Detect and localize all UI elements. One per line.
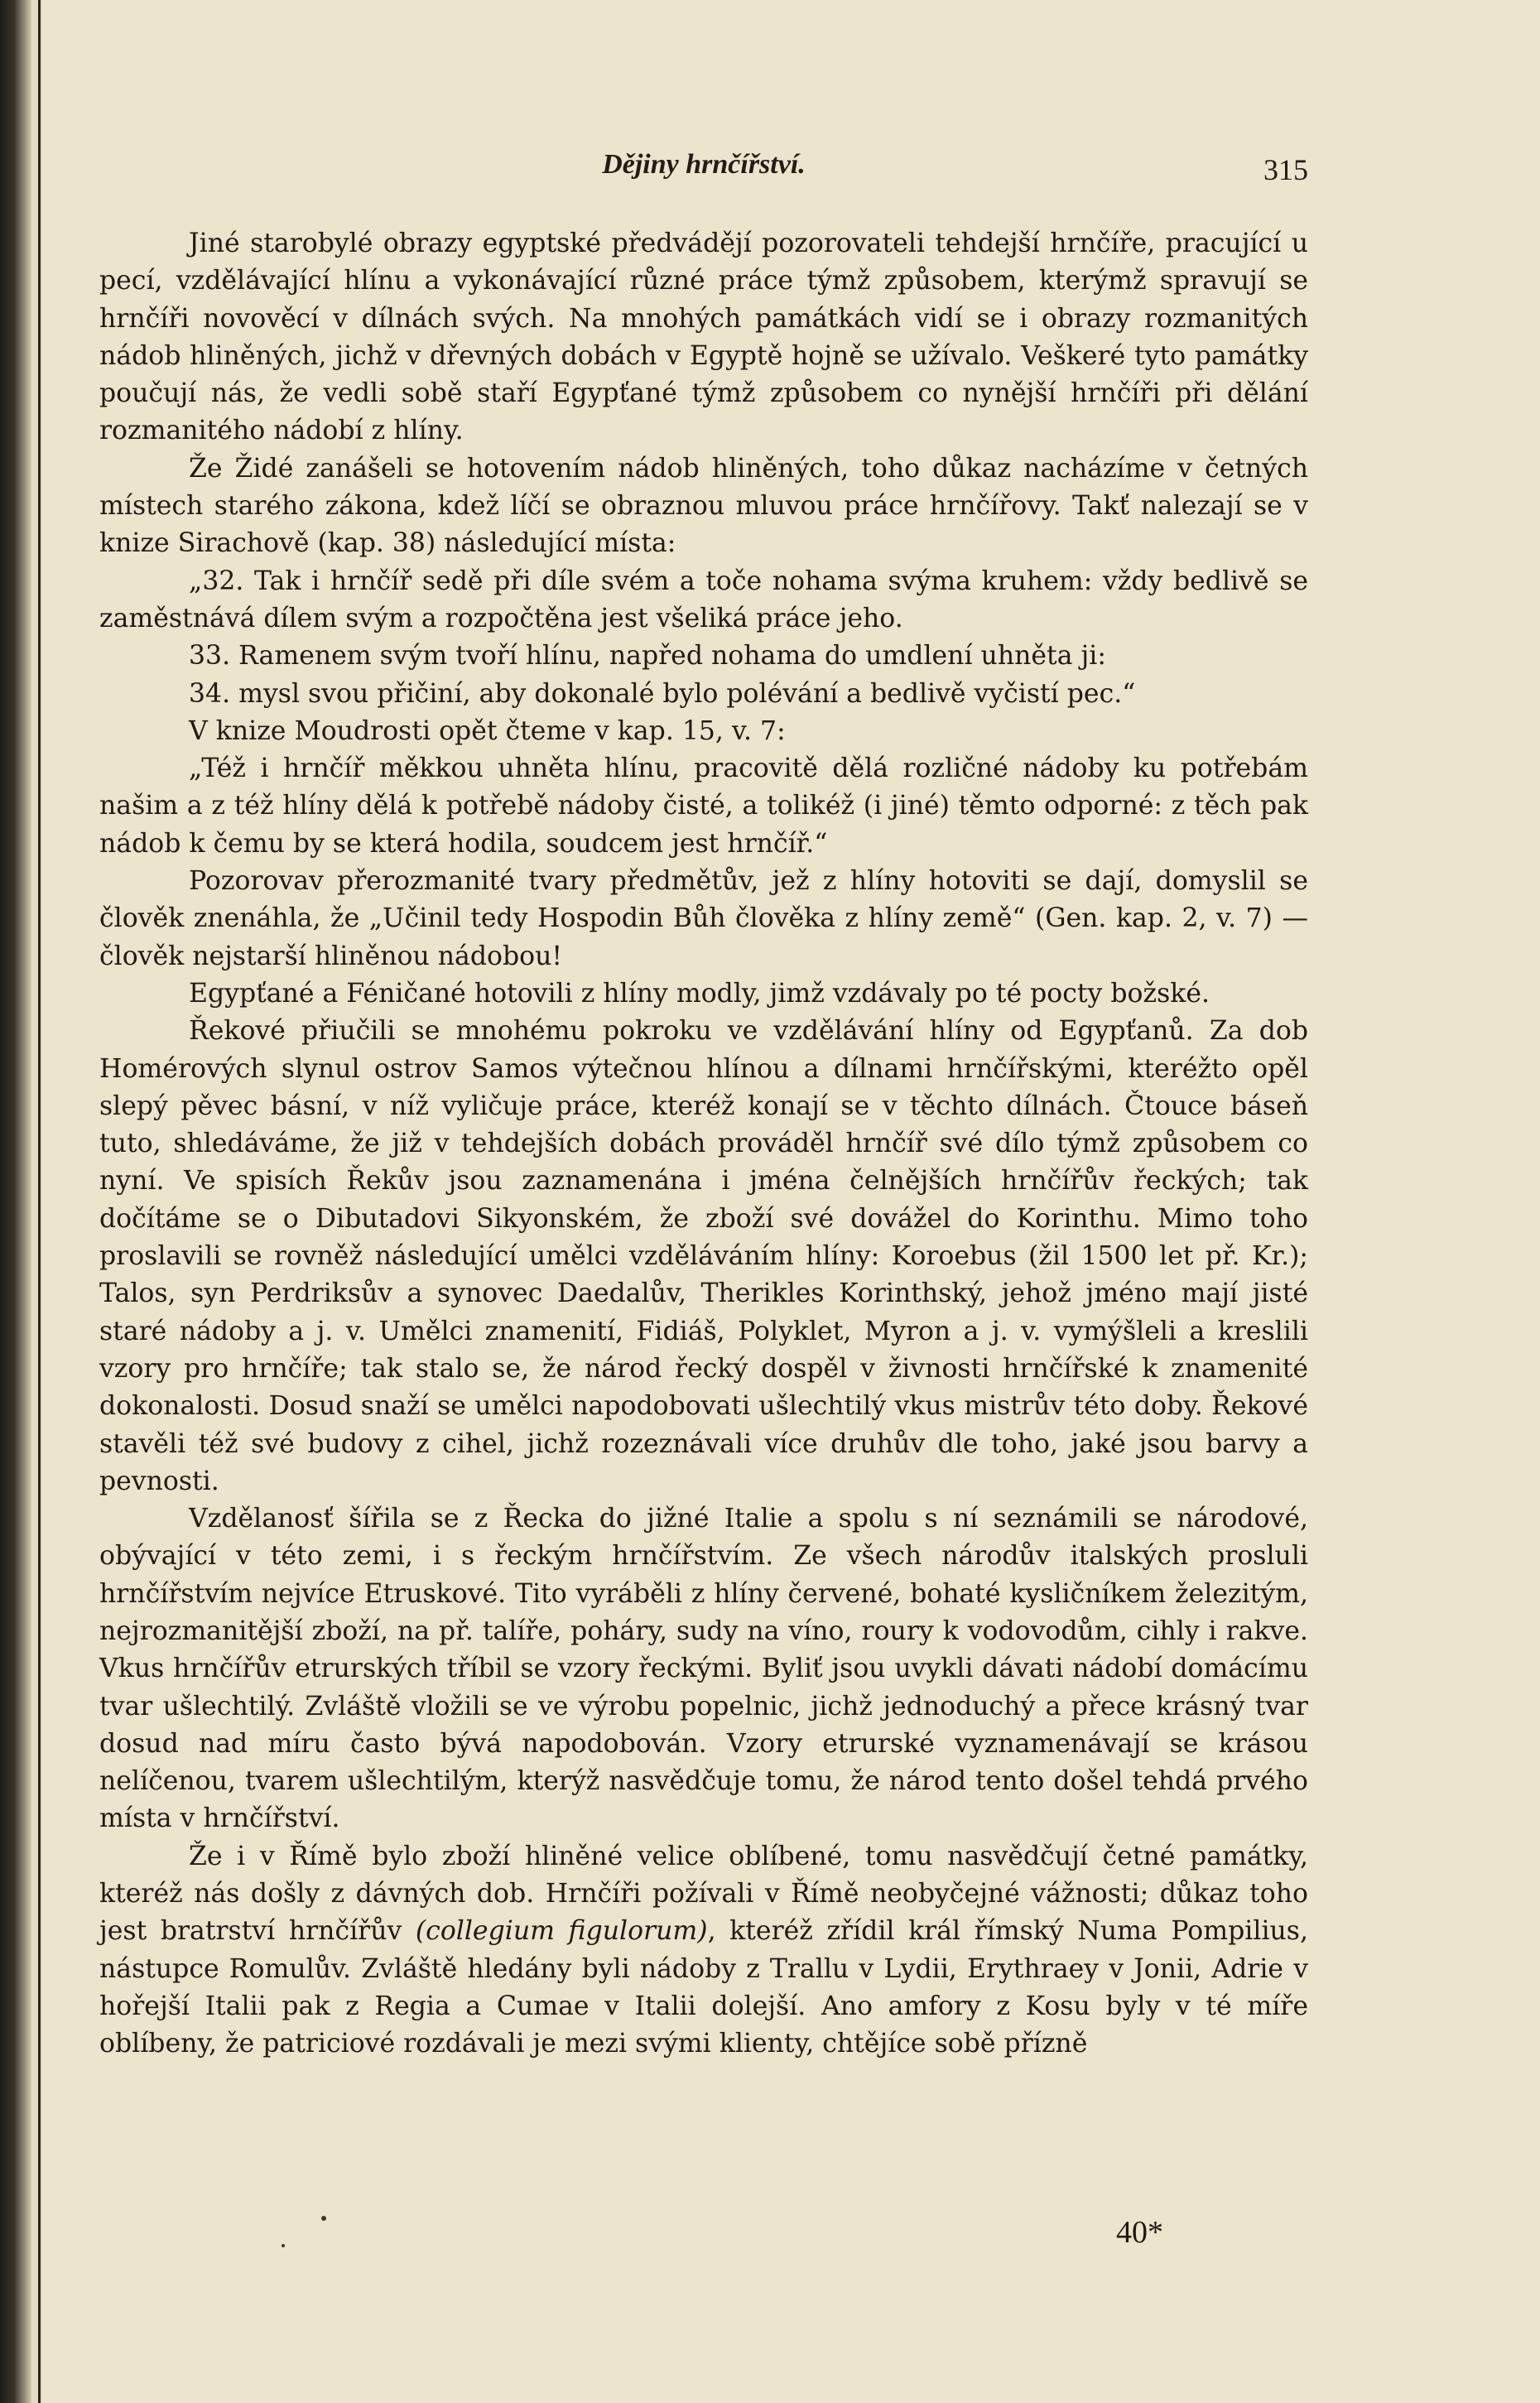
rome-text-start: Že i v Římě bylo zboží hliněné velice oblíbené, tomu nasvědčují četné památky, kteréž nás došly z dávných dob. Hrnčíři požívali v Římě neobyčejné vážnosti; důkaz toho jest bratrství hrnčířův	[99, 1841, 1308, 1947]
paragraph-creation: Pozorovav přerozmanité tvary předmětův, jež z hlíny hotoviti se dají, domyslil se člověk znenáhla, že „Učinil tedy Hospodin Bůh člověka z hlíny země“ (Gen. kap. 2, v. 7) — člověk nejstarší hliněnou nádobou!	[99, 866, 1308, 971]
page-header	[99, 149, 1308, 199]
ink-speck	[321, 2216, 326, 2221]
paragraph-greeks: Řekové přiučili se mnohému pokroku ve vzdělávání hlíny od Egypťanů. Za dob Homérových slynul ostrov Samos výtečnou hlínou a dílnami hrnčířskými, kteréžto opěl slepý pěvec básní, v níž vyličuje práce, kteréž konají se v těchto dílnách. Čtouce báseň tuto, shledáváme, že již v tehdejších dobách prováděl hrnčíř své dílo týmž způsobem co nyní. Ve spisích Řekův jsou zaznamenána i jména čelnějších hrnčířův řeckých; tak dočítáme se o Dibutadovi Sikyonském, že zboží své dovážel do Korinthu. Mimo toho proslavili se rovněž následující umělci vzděláváním hlíny: Koroebus (žil 1500 let př. Kr.); Talos, syn Perdriksův a synovec Daedalův, Therikles Korinthský, jehož jméno mají jisté staré nádoby a j. v. Umělci znamenití, Fidiáš, Polyklet, Myron a j. v. vymýšleli a kreslili vzory pro hrnčíře; tak stalo se, že národ řecký dospěl v živnosti hrnčířské k znamenité dokonalosti. Dosud snaží se umělci napodobovati ušlechtilý vkus mistrův této doby. Řekové stavěli též své budovy z cihel, jichž rozeznávali více druhův dle toho, jaké jsou barvy a pevnosti.	[99, 1016, 1308, 1496]
paragraph-rome	[99, 1838, 1308, 2063]
paragraph-etruscans: Vzdělanosť šířila se z Řecka do jižné Italie a spolu s ní seznámili se národové, obývající v této zemi, i s řeckým hrnčířstvím. Ze všech národův italských prosluli hrnčířstvím nejvíce Etruskové. Tito vyráběli z hlíny červené, bohaté kysličníkem železitým, nejrozmanitější zboží, na př. talíře, poháry, sudy na víno, roury k vodovodům, cihly i rakve. Vkus hrnčířův etrurských tříbil se vzory řeckými. Byliť jsou uvykli dávati nádobí domácímu tvar ušlechtilý. Zvláště vložili se ve výrobu popelnic, jichž jednoduchý a přece krásný tvar dosud nad míru často bývá napodobován. Vzory etrurské vyznamenávají se krásou nelíčenou, tvarem ušlechtilým, kterýž nasvědčuje tomu, že národ tento došel tehdá prvého místa v hrnčířství.	[99, 1504, 1308, 1834]
paragraph-wisdom-quote: „Též i hrnčíř měkkou uhněta hlínu, pracovitě dělá rozličné nádoby ku potřebám našim a z též hlíny dělá k potřebě nádoby čisté, a tolikéž (i jiné) těmto odporné: z těch pak nádob k čemu by se která hodila, soudcem jest hrnčíř.“	[99, 754, 1308, 859]
book-binding-edge	[0, 0, 31, 2403]
paragraph-sirach-verse-32: „32. Tak i hrnčíř sedě při díle svém a toče nohama svýma kruhem: vždy bedlivě se zaměstnává dílem svým a rozpočtěna jest všeliká práce jeho.	[99, 566, 1308, 633]
rome-text-end: , kteréž zřídil král římský Numa Pompilius, nástupce Romulův. Zvláště hledány byli nádoby z Trallu v Lydii, Erythraey v Jonii, Adrie v hořejší Italii pak z Regia a Cumae v Italii dolejší. Ano amfory z Kosu byly v té míře oblíbeny, že patriciové rozdávali je mezi svými klienty, chtějíce sobě přízně	[99, 1916, 1308, 2059]
ink-speck	[282, 2244, 285, 2247]
paragraph-wisdom-intro: V knize Moudrosti opět čteme v kap. 15, v. 7:	[189, 715, 786, 746]
paragraph-jews-pottery: Že Židé zanášeli se hotovením nádob hliněných, toho důkaz nacházíme v četných místech starého zákona, kdež líčí se obraznou mluvou práce hrnčířovy. Takť nalezají se v knize Sirachově (kap. 38) následující místa:	[99, 453, 1308, 559]
paragraph-egyptian-images: Jiné starobylé obrazy egyptské předvádějí pozorovateli tehdejší hrnčíře, pracující u pecí, vzdělávající hlínu a vykonávající různé práce týmž způsobem, kterýmž spravují se hrnčíři novověcí v dílnách svých. Na mnohých památkách vidí se i obrazy rozmanitých nádob hliněných, jichž v dřevných dobách v Egyptě hojně se užívalo. Veškeré tyto památky poučují nás, že vedli sobě staří Egypťané týmž způsobem co nynější hrnčíři při dělání rozmanitého nádobí z hlíny.	[99, 229, 1308, 446]
printer-signature-mark: 40*	[1116, 2215, 1163, 2250]
page-gutter-line	[38, 0, 41, 2403]
body-text	[99, 225, 1308, 2063]
page-number: 315	[1263, 153, 1308, 186]
paragraph-egyptians-phoenicians: Egypťané a Féničané hotovili z hlíny modly, jimž vzdávaly po té pocty božské.	[189, 978, 1210, 1009]
paragraph-sirach-verse-33: 33. Ramenem svým tvoří hlínu, napřed nohama do umdlení uhněta ji:	[189, 641, 1106, 672]
paragraph-sirach-verse-34: 34. mysl svou přičiní, aby dokonalé bylo polévání a bedlivě vyčistí pec.“	[189, 678, 1136, 709]
running-title: Dějiny hrnčířství.	[602, 149, 806, 180]
latin-term: (collegium figulorum)	[415, 1916, 708, 1947]
